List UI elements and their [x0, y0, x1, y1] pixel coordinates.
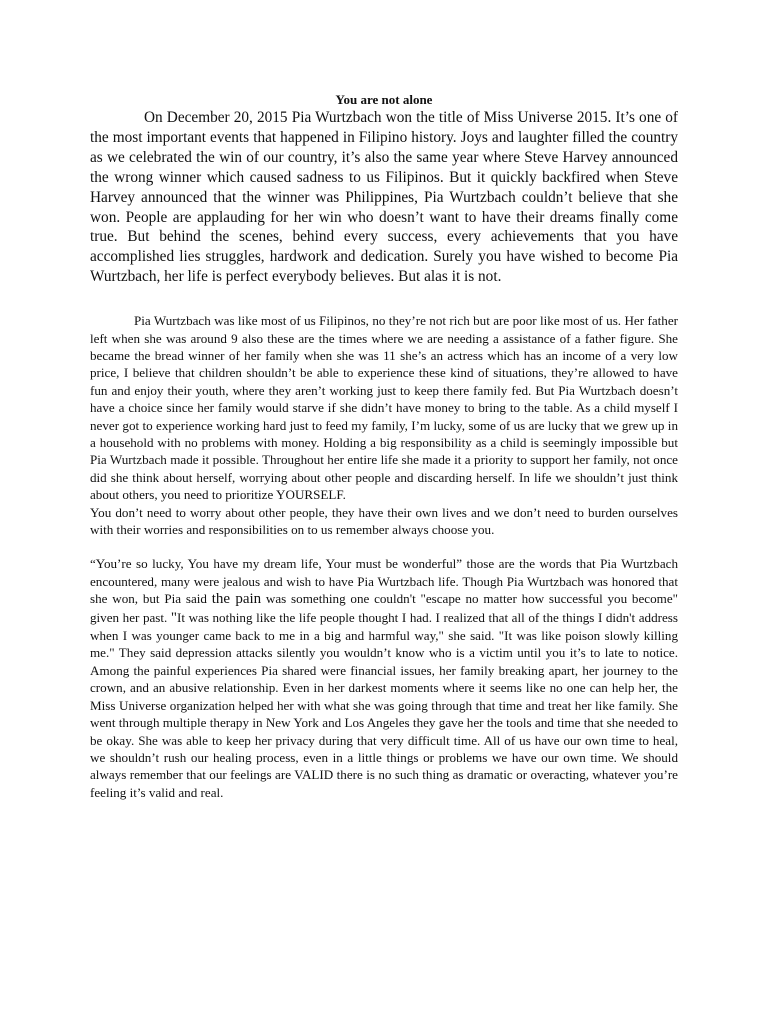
paragraph-4	[90, 555, 678, 801]
paragraph-4-part-3: was something one couldn't "escape no matter how successful you become" given her past.	[90, 591, 678, 625]
document-title: You are not alone	[335, 92, 433, 107]
paragraph-4-part-5: It was nothing like the life people thought I had. I realized that all of the things I didn't address when I was younger came back to me in a big and harmful way," she said. "It was like poison slowly killing me." They said depression attacks silently you wouldn’t know who is a victim until you it’s to late to notice. Among the painful experiences Pia shared were financial issues, her family breaking apart, her journey to the crown, and an abusive relationship. Even in her darkest moments where it seems like no one can help her, the Miss Universe organization helped her with what she was going through that time and treat her like family. She went through multiple therapy in New York and Los Angeles they gave her the tools and time that she needed to be okay. She was able to keep her privacy during that very difficult time. All of us have our own time to heal, we shouldn’t rush our healing process, even in a little things or problems we have our own time. We should always remember that our feelings are VALID there is no such thing as dramatic or overacting, whatever you’re feeling it’s valid and real.	[90, 609, 678, 800]
paragraph-4-part-1: “You’re so lucky, You have my dream life, Your must be wonderful” those are the words that Pia Wurtzbach encountered, many were jealous and wish to have Pia Wurtzbach life. Though Pia Wurtzbach was honored that she won, but Pia said	[90, 556, 678, 607]
paragraph-2: Pia Wurtzbach was like most of us Filipinos, no they’re not rich but are poor like most of us. Her father left when she was around 9 also these are the times where we are needing a assistance of a father figure. She became the bread winner of her family when she was 11 she’s an actress which has an income of a very low price, I believe that children shouldn’t be able to experience these kind of situations, they’re allowed to have fun and enjoy their youth, where they aren’t working just to keep there family fed. But Pia Wurtzbach doesn’t have a choice since her family would starve if she didn’t have money to bring to the table. As a child myself I never got to experience working hard just to feed my family, I’m lucky, some of us are lucky that we grew up in a household with no problems with money. Holding a big responsibility as a child is seemingly impossible but Pia Wurtzbach made it possible. Throughout her entire life she made it a priority to support her family, not once did she think about herself, worrying about other people and discarding herself. In life we shouldn’t just think about others, you need to prioritize YOURSELF.	[90, 313, 678, 503]
intro-paragraph: On December 20, 2015 Pia Wurtzbach won the title of Miss Universe 2015. It’s one of the most important events that happened in Filipino history. Joys and laughter filled the country as we celebrated the win of our country, it’s also the same year where Steve Harvey announced the wrong winner which caused sadness to us Filipinos. But it quickly backfired when Steve Harvey announced that the winner was Philippines, Pia Wurtzbach couldn’t believe that she won. People are applauding for her win who doesn’t want to have their dreams finally come true. But behind the scenes, behind every success, every achievements that you have accomplished lies struggles, hardwork and dedication. Surely you have wished to become Pia Wurtzbach, her life is perfect everybody believes. But alas it is not.	[90, 109, 678, 286]
paragraph-4-quote-mark: "	[170, 609, 177, 626]
paragraph-4-emphasis: the pain	[211, 591, 262, 608]
document-page	[90, 92, 678, 801]
paragraph-3: You don’t need to worry about other people, they have their own lives and we don’t need to burden ourselves with their worries and responsibilities on to us remember always choose you.	[90, 504, 678, 538]
